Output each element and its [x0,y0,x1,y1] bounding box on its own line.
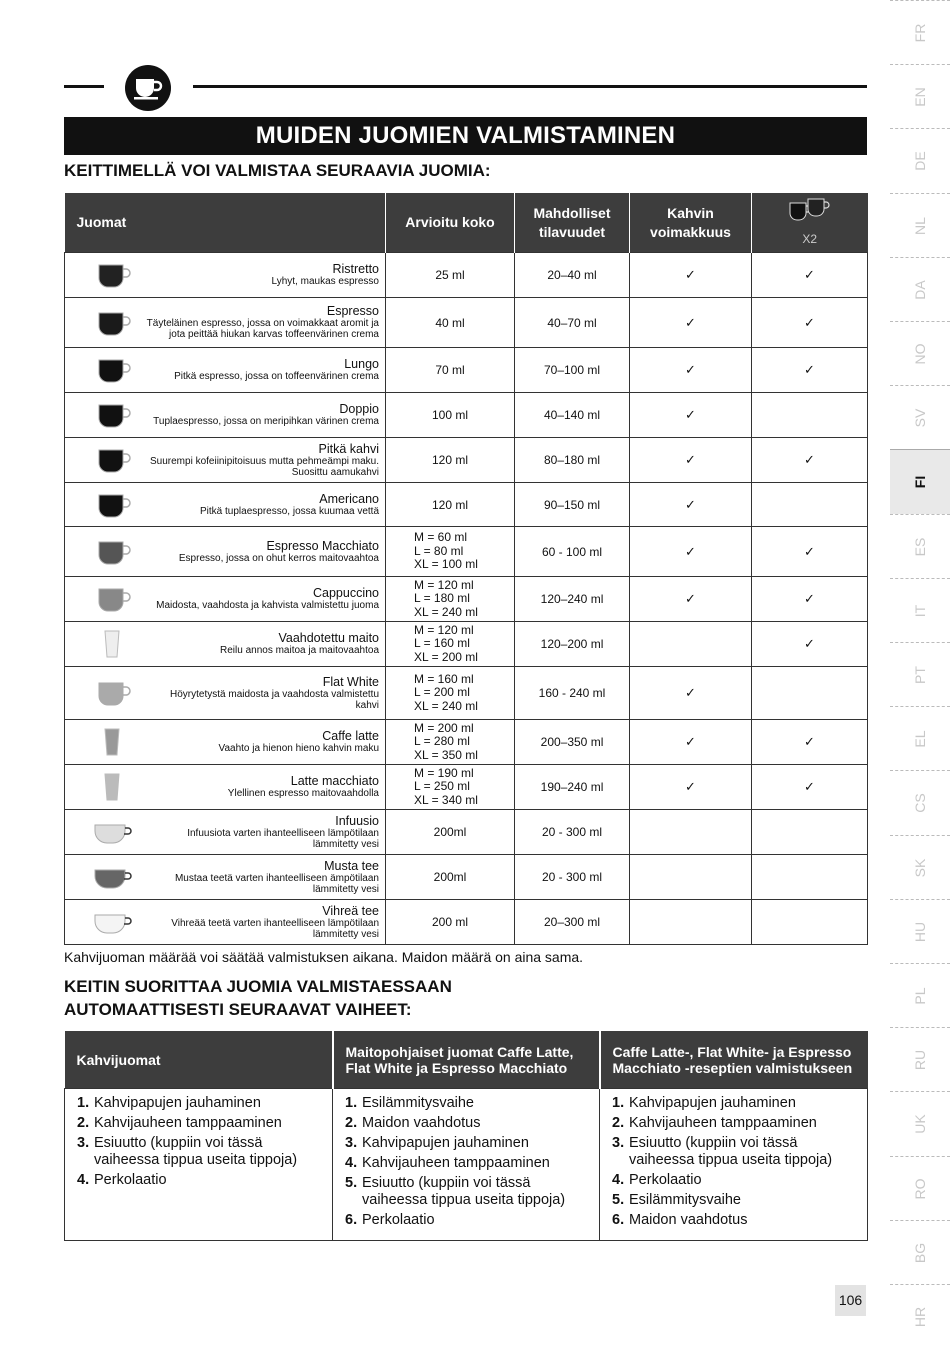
strength-cell [630,253,752,298]
language-label: HU [912,921,928,942]
double-cup-cell [752,900,868,945]
page-number: 106 [835,1285,866,1316]
header-rule-right [193,85,867,88]
table-row [65,483,868,527]
language-tab-en[interactable] [890,64,950,129]
table-row [65,667,868,720]
language-label: PL [912,987,928,1005]
size-value: M = 120 ml [414,577,474,592]
double-cup-cell [752,298,868,348]
step-item [77,1095,320,1112]
volumes-cell: 120–200 ml [515,622,630,667]
table-row [65,527,868,577]
volumes-cell: 20–300 ml [515,900,630,945]
table-row [65,577,868,622]
language-tab-it[interactable] [890,578,950,643]
language-label: UK [912,1114,928,1135]
drink-cell [65,622,386,667]
drink-name: Pitkä kahvi [318,441,379,456]
size-value: L = 160 ml [414,636,470,651]
drink-description: Tuplaespresso, jossa on meripihkan värinen crema [153,416,379,427]
checkmark-icon: ✓ [685,496,696,512]
drink-name: Infuusio [335,813,379,828]
size-cell: 100 ml [386,393,515,438]
step-item [345,1212,587,1229]
steps-table [64,1031,868,1241]
checkmark-icon: ✓ [685,362,696,377]
steps-header-milk: Maitopohjaiset juomat Caffe Latte, Flat White ja Espresso Macchiato [333,1031,600,1089]
double-cup-cell [752,855,868,900]
language-label: SK [912,858,928,877]
language-label: EL [912,730,928,748]
strength-cell [630,810,752,855]
volumes-cell: 20 - 300 ml [515,855,630,900]
drink-name: Vihreä tee [322,903,379,918]
language-label: SV [912,408,928,428]
drink-cell [65,348,386,393]
cup-icon [93,308,133,338]
drink-description: Pitkä tuplaespresso, jossa kuumaa vettä [200,505,379,517]
drink-cell [65,667,386,720]
checkmark-icon: ✓ [685,685,696,700]
strength-cell [630,900,752,945]
double-cup-cell [752,527,868,577]
language-tab-pt[interactable] [890,642,950,707]
language-tab-fi[interactable] [890,449,950,514]
step-number: 3. [77,1135,90,1151]
language-tab-cs[interactable] [890,770,950,835]
double-cup-cell [752,667,868,720]
drink-description: Reilu annos maitoa ja maitovaahtoa [220,645,379,656]
step-item [612,1212,855,1229]
step-text: Esilämmitysvaihe [362,1095,474,1111]
table-row [65,900,868,945]
double-cup-cell [752,393,868,438]
step-item [345,1155,587,1172]
size-cell: 200ml [386,855,515,900]
language-tab-da[interactable] [890,257,950,322]
step-item [612,1172,855,1189]
language-tab-ru[interactable] [890,1027,950,1092]
step-item [612,1115,855,1132]
step-text: Kahvijauheen tamppaaminen [629,1115,817,1131]
step-text: Perkolaatio [94,1172,167,1188]
size-cell [386,527,515,577]
double-cup-cell [752,622,868,667]
size-cell: 200ml [386,810,515,855]
checkmark-icon: ✓ [804,734,815,749]
steps-title [64,975,452,1021]
step-text: Kahvijauheen tamppaaminen [362,1155,550,1171]
step-text: Kahvijauheen tamppaaminen [94,1115,282,1131]
strength-cell [630,720,752,765]
drink-description: Suurempi kofeiinipitoisuus mutta pehmeämpi maku. Suosittu aamukahvi [150,455,379,478]
table-row [65,438,868,483]
size-value: XL = 240 ml [414,698,478,713]
language-label: NL [912,216,928,235]
step-text: Maidon vaahdotus [629,1212,748,1228]
language-tab-el[interactable] [890,706,950,771]
header-drinks: Juomat [65,193,386,253]
size-value: L = 200 ml [414,685,470,700]
drink-description: Lyhyt, maukas espresso [271,276,379,287]
drink-cell [65,483,386,527]
volumes-cell: 40–140 ml [515,393,630,438]
language-tab-uk[interactable] [890,1091,950,1156]
strength-cell [630,667,752,720]
volumes-cell: 40–70 ml [515,298,630,348]
header-double-cup [752,193,868,253]
checkmark-icon: ✓ [685,452,696,467]
checkmark-icon: ✓ [685,543,696,559]
double-cup-cell [752,720,868,765]
drink-description: Pitkä espresso, jossa on toffeenvärinen crema [174,371,379,382]
volumes-cell: 90–150 ml [515,483,630,527]
language-label: ES [912,537,928,556]
drink-name: Musta tee [324,858,379,873]
volumes-cell: 70–100 ml [515,348,630,393]
drink-name: Ristretto [332,262,379,276]
language-tab-bg[interactable] [890,1220,950,1285]
volume-note: Kahvijuoman määrää voi säätää valmistuksen aikana. Maidon määrä on aina sama. [64,949,584,965]
step-item [345,1115,587,1132]
coffee-cup-icon [125,65,171,111]
volumes-cell: 60 - 100 ml [515,527,630,577]
page-title: MUIDEN JUOMIEN VALMISTAMINEN [64,117,867,155]
strength-cell [630,577,752,622]
step-item [345,1095,587,1112]
step-number: 6. [612,1212,625,1228]
language-tab-hr[interactable] [890,1284,950,1349]
step-number: 3. [345,1135,358,1151]
strength-cell [630,393,752,438]
drink-cell [65,253,386,298]
step-item [612,1192,855,1209]
step-number: 1. [77,1095,90,1111]
drink-cell [65,298,386,348]
double-cup-cell [752,253,868,298]
strength-cell [630,622,752,667]
size-value: XL = 240 ml [414,604,478,619]
step-number: 2. [612,1115,625,1131]
table-row [65,855,868,900]
drink-cell [65,765,386,810]
double-cup-icon [788,197,832,223]
language-tab-no[interactable] [890,321,950,386]
strength-cell [630,483,752,527]
table-row [65,348,868,393]
volumes-cell: 20–40 ml [515,253,630,298]
drink-cell [65,810,386,855]
language-label: CS [912,793,928,814]
table-row [65,720,868,765]
step-number: 1. [345,1095,358,1111]
checkmark-icon: ✓ [685,314,696,330]
checkmark-icon: ✓ [685,407,696,422]
checkmark-icon: ✓ [804,314,815,330]
strength-cell [630,348,752,393]
drink-cell [65,577,386,622]
drink-description: Täyteläinen espresso, jossa on voimakkaat aromit ja jota peittää hiukan karvas toffeenvärinen crema [146,318,379,340]
size-cell: 70 ml [386,348,515,393]
drink-name: Vaahdotettu maito [278,631,379,645]
size-cell [386,720,515,765]
header-estimated-size: Arvioitu koko [386,193,515,253]
table-row [65,810,868,855]
step-number: 4. [612,1172,625,1188]
language-tab-sk[interactable] [890,835,950,900]
glass-icon [93,727,133,757]
x2-label: X2 [802,231,818,246]
drink-description: Vaahto ja hienon hieno kahvin maku [218,743,379,754]
double-cup-cell [752,765,868,810]
strength-cell [630,298,752,348]
steps-column [65,1089,333,1241]
drink-name: Lungo [344,357,379,371]
strength-cell [630,855,752,900]
table-row [65,765,868,810]
checkmark-icon: ✓ [804,591,815,606]
step-item [345,1135,587,1152]
step-number: 4. [345,1155,358,1171]
drink-description: Mustaa teetä varten ihanteelliseen ämpötilaan lämmitetty vesi [174,872,379,895]
size-cell [386,577,515,622]
language-label: FR [912,23,928,43]
cup-icon [93,490,133,520]
header-rule-left [64,85,104,88]
size-value: XL = 100 ml [414,557,478,572]
drink-cell [65,855,386,900]
size-value: M = 60 ml [414,530,468,545]
section-subtitle: KEITTIMELLÄ VOI VALMISTAA SEURAAVIA JUOMIA: [64,161,491,180]
step-text: Kahvipapujen jauhaminen [362,1135,529,1151]
steps-title-line-1: KEITIN SUORITTAA JUOMIA VALMISTAESSAAN [64,977,452,996]
step-number: 2. [345,1115,358,1131]
size-cell [386,667,515,720]
drink-description: Höyrytetystä maidosta ja vaahdosta valmistettu kahvi [170,688,379,711]
drink-description: Maidosta, vaahdosta ja kahvista valmistettu juoma [156,600,379,611]
cup-icon [93,537,133,567]
size-value: L = 80 ml [414,543,464,558]
size-value: M = 160 ml [414,671,474,686]
drink-name: Latte macchiato [290,774,379,788]
step-item [612,1095,855,1112]
step-number: 2. [77,1115,90,1131]
drink-name: Caffe latte [322,729,379,743]
language-tab-sv[interactable] [890,385,950,450]
size-value: L = 180 ml [414,591,470,606]
checkmark-icon: ✓ [685,267,696,282]
steps-column [333,1089,600,1241]
step-item [77,1135,320,1169]
checkmark-icon: ✓ [685,779,696,794]
step-text: Perkolaatio [629,1172,702,1188]
drink-description: Infuusiota varten ihanteelliseen lämpötilaan lämmitetty vesi [187,827,379,850]
size-cell: 200 ml [386,900,515,945]
steps-title-line-2: AUTOMAATTISESTI SEURAAVAT VAIHEET: [64,1000,412,1019]
double-cup-cell [752,577,868,622]
drink-cell [65,720,386,765]
teacup-icon [93,907,133,937]
drink-name: Flat White [322,674,379,689]
volumes-cell: 190–240 ml [515,765,630,810]
glass-icon [93,629,133,659]
strength-cell [630,765,752,810]
checkmark-icon: ✓ [804,543,815,559]
step-number: 5. [612,1192,625,1208]
language-tab-nl[interactable] [890,193,950,258]
teacup-icon [93,817,133,847]
double-cup-cell [752,348,868,393]
size-value: XL = 340 ml [414,792,478,807]
step-item [77,1115,320,1132]
step-item [612,1135,855,1169]
double-cup-cell [752,438,868,483]
size-value: L = 280 ml [414,734,470,749]
step-number: 6. [345,1212,358,1228]
language-label: PT [912,666,928,684]
language-tab-hu[interactable] [890,899,950,964]
step-number: 3. [612,1135,625,1151]
drink-description: Ylellinen espresso maitovaahdolla [227,788,379,799]
step-text: Esiuutto (kuppiin voi tässä vaiheessa tippua useita tippoja) [362,1175,566,1208]
steps-column [600,1089,868,1241]
step-text: Esilämmitysvaihe [629,1192,741,1208]
volumes-cell: 120–240 ml [515,577,630,622]
language-label: IT [912,604,928,618]
double-cup-cell [752,483,868,527]
language-label: HR [912,1306,928,1328]
strength-cell [630,438,752,483]
cup-icon [93,400,133,430]
step-text: Esiuutto (kuppiin voi tässä vaiheessa tippua useita tippoja) [629,1135,833,1168]
step-text: Kahvipapujen jauhaminen [629,1095,796,1111]
teacup-icon [93,862,133,892]
volumes-cell: 160 - 240 ml [515,667,630,720]
drink-description: Espresso, jossa on ohut kerros maitovaahtoa [178,552,379,564]
language-label: DA [912,280,928,300]
steps-header-coffee: Kahvijuomat [65,1031,333,1089]
size-value: L = 250 ml [414,779,470,794]
size-cell: 120 ml [386,483,515,527]
header-coffee-strength: Kahvin voimakkuus [630,193,752,253]
step-text: Maidon vaahdotus [362,1115,481,1131]
checkmark-icon: ✓ [804,267,815,282]
size-cell [386,765,515,810]
drink-name: Doppio [339,402,379,416]
language-tab-pl[interactable] [890,963,950,1028]
table-row [65,622,868,667]
volumes-cell: 80–180 ml [515,438,630,483]
language-tab-de[interactable] [890,128,950,193]
language-label: FI [912,476,928,489]
size-cell: 120 ml [386,438,515,483]
table-row [65,298,868,348]
checkmark-icon: ✓ [804,779,815,794]
checkmark-icon: ✓ [804,362,815,377]
drink-description: Vihreää teetä varten ihanteelliseen lämpötilaan lämmitetty vesi [171,917,379,940]
checkmark-icon: ✓ [804,636,815,651]
table-row [65,253,868,298]
header-possible-volumes: Mahdolliset tilavuudet [515,193,630,253]
size-value: M = 120 ml [414,622,474,637]
step-item [77,1172,320,1189]
step-text: Perkolaatio [362,1212,435,1228]
language-label: NO [912,343,928,365]
language-tab-ro[interactable] [890,1156,950,1221]
language-label: RU [912,1050,928,1071]
size-value: XL = 350 ml [414,747,478,762]
drink-cell [65,900,386,945]
language-tab-fr[interactable] [890,0,950,65]
step-number: 4. [77,1172,90,1188]
step-text: Kahvipapujen jauhaminen [94,1095,261,1111]
size-cell [386,622,515,667]
cup-icon [93,584,133,614]
steps-header-recipes: Caffe Latte-, Flat White- ja Espresso Macchiato -reseptien valmistukseen [600,1031,868,1089]
table-row [65,393,868,438]
size-value: XL = 200 ml [414,649,478,664]
language-label: BG [912,1242,928,1263]
volumes-cell: 20 - 300 ml [515,810,630,855]
volumes-cell: 200–350 ml [515,720,630,765]
step-number: 1. [612,1095,625,1111]
language-label: EN [912,87,928,107]
language-label: DE [912,151,928,172]
drink-name: Americano [319,491,379,506]
cup-icon [93,355,133,385]
double-cup-cell [752,810,868,855]
checkmark-icon: ✓ [804,452,815,467]
drink-name: Cappuccino [312,586,379,600]
size-cell: 40 ml [386,298,515,348]
step-item [345,1175,587,1209]
size-value: M = 190 ml [414,765,474,780]
glass-icon [93,772,133,802]
step-number: 5. [345,1175,358,1191]
drink-cell [65,527,386,577]
language-tab-es[interactable] [890,514,950,579]
size-cell: 25 ml [386,253,515,298]
cup-icon [93,678,133,708]
drinks-table [64,193,868,945]
drink-cell [65,438,386,483]
drink-name: Espresso Macchiato [266,538,379,553]
step-text: Esiuutto (kuppiin voi tässä vaiheessa tippua useita tippoja) [94,1135,298,1168]
language-label: RO [912,1178,928,1200]
drink-name: Espresso [326,304,379,318]
checkmark-icon: ✓ [685,734,696,749]
cup-icon [93,445,133,475]
size-value: M = 200 ml [414,720,474,735]
strength-cell [630,527,752,577]
checkmark-icon: ✓ [685,591,696,606]
cup-icon [93,260,133,290]
drink-cell [65,393,386,438]
